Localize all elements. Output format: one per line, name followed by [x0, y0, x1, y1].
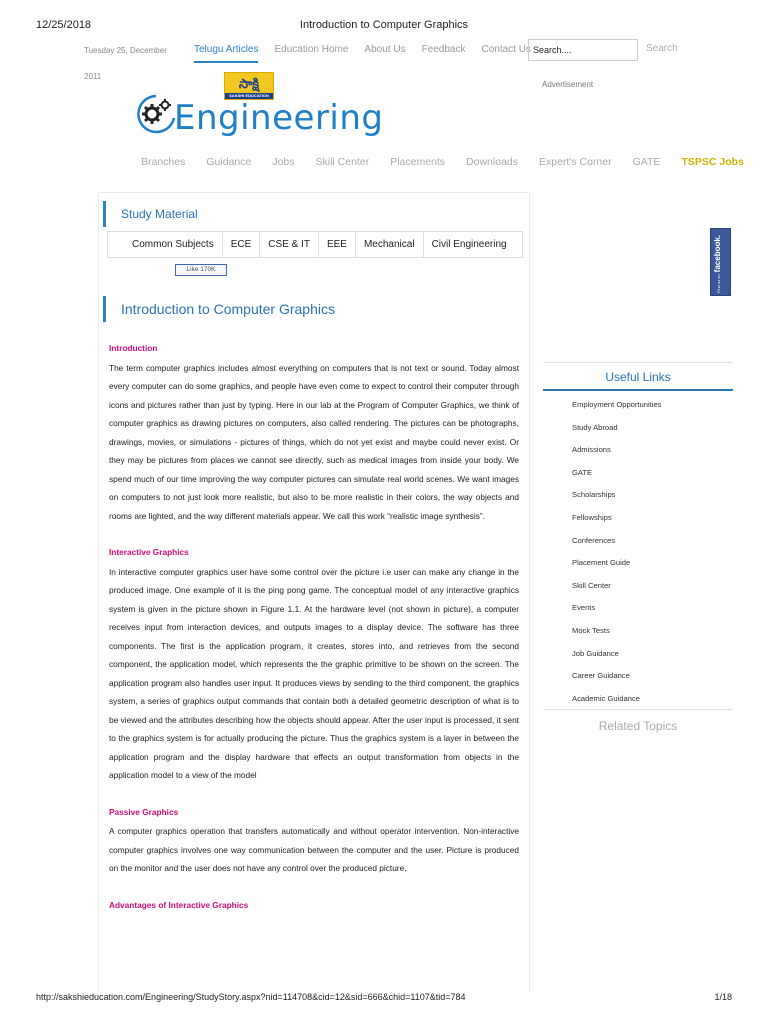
main-nav: [141, 156, 744, 168]
facebook-like-button[interactable]: Like 170K: [175, 264, 227, 276]
useful-link-conferences[interactable]: Conferences: [572, 535, 616, 545]
section-paragraph: The term computer graphics includes almost everything on computers that is not text or sound. Today almost every computer can do some graphics, and people have even come to expect to control their computer through icons and pictures rather than just by typing. Here in our lab at the Program of Computer Graphics, we think of computer graphics as drawing pictures on computers, also called rendering. The pictures can be photographs, drawings, movies, or simulations - pictures of things, which do not yet exist and maybe could never exist. Or they may be pictures from places we cannot see directly, such as medical images from inside your body. We spend much of our time improving the way computer pictures can simulate real world scenes. We want images on computers to not just look more realistic, but also to be more realistic in their colors, the way objects and rooms are lighted, and the way different materials appear. We call this work “realistic image synthesis”.: [109, 362, 519, 521]
section-heading: Advantages of Interactive Graphics: [109, 899, 249, 910]
useful-link-events[interactable]: Events: [572, 603, 596, 613]
article-body: [109, 339, 519, 915]
search-input[interactable]: Search....: [528, 39, 638, 61]
topnav-telugu-articles[interactable]: Telugu Articles: [194, 44, 258, 63]
logo-wordmark: Engineering: [174, 98, 384, 138]
study-material-heading: Study Material: [103, 201, 198, 227]
useful-links-list: [543, 391, 733, 710]
tab-ece[interactable]: ECE: [223, 232, 261, 257]
tab-cse-it[interactable]: CSE & IT: [260, 232, 319, 257]
print-header: [0, 0, 768, 32]
gears-icon: [134, 92, 178, 136]
nav-branches[interactable]: Branches: [141, 156, 186, 168]
nav-tspsc-jobs[interactable]: TSPSC Jobs: [681, 156, 744, 168]
print-date: 12/25/2018: [36, 19, 92, 31]
top-bar: [0, 38, 768, 68]
useful-link-gate[interactable]: GATE: [572, 467, 593, 477]
topnav-education-home[interactable]: Education Home: [274, 44, 349, 55]
useful-links-heading: Useful Links: [543, 363, 733, 391]
subject-tabs: [107, 231, 523, 258]
topnav-feedback[interactable]: Feedback: [421, 44, 466, 55]
useful-link-study-abroad[interactable]: Study Abroad: [572, 422, 618, 432]
nav-skill-center[interactable]: Skill Center: [315, 156, 370, 168]
useful-link-skill-center[interactable]: Skill Center: [572, 580, 611, 590]
useful-links-panel: [543, 362, 733, 710]
tab-civil-engineering[interactable]: Civil Engineering: [431, 239, 507, 250]
dateline: Tuesday 25, December: [84, 46, 167, 55]
print-page-number: 1/18: [714, 992, 732, 1002]
tab-common-subjects[interactable]: Common Subjects: [108, 232, 223, 257]
related-topics-heading: Related Topics: [598, 719, 678, 733]
sakshi-subtitle: SAKSHI EDUCATION: [225, 93, 273, 99]
dateline-year: 2011: [84, 72, 102, 81]
nav-jobs[interactable]: Jobs: [272, 156, 295, 168]
main-content: [98, 192, 530, 992]
useful-link-mock-tests[interactable]: Mock Tests: [572, 625, 610, 635]
facebook-icon: [713, 235, 722, 293]
sakshi-badge: [224, 72, 274, 100]
facebook-brand: facebook.: [713, 234, 722, 273]
nav-downloads[interactable]: Downloads: [466, 156, 518, 168]
useful-link-job-guidance[interactable]: Job Guidance: [572, 648, 619, 658]
section-paragraph: In interactive computer graphics user have some control over the picture i.e user can make any change in the produced image. One example of it is the ping pong game. The conceptual model of any interactive graphics system is given in the picture shown in Figure 1.1. At the hardware level (not shown in picture), a computer receives input from interaction devices, and outputs images to a display device. The software has three components. The first is the application program, it creates, stores into, and retrieves from the second component, the application model, which represents the the graphic primitive to be shown on the screen. The application program also handles user input. It produces views by sending to the third component, the graphics system, a series of graphics output commands that contain both a detailed geometric description of what is to be viewed and the attributes describing how the objects should appear. After the user input is processed, it sent to the graphics system is for actually producing the picture. Thus the graphics system is a layer in between the application program and the display hardware that effects an output transformation from objects in the application model to a view of the model: [109, 566, 519, 780]
section-heading: Introduction: [109, 343, 158, 353]
section-heading: Interactive Graphics: [109, 547, 189, 557]
article-title: Introduction to Computer Graphics: [103, 296, 335, 322]
useful-link-employment-opportunities[interactable]: Employment Opportunities: [572, 400, 662, 409]
tab-eee[interactable]: EEE: [319, 232, 356, 257]
section-paragraph: A computer graphics operation that transfers automatically and without operator intervention. Non-interactive computer graphics involves one way communication between the computer and the user. Picture is produced on the monitor and the user does not have any control over the produced picture.: [109, 826, 519, 873]
useful-link-admissions[interactable]: Admissions: [572, 445, 611, 455]
topnav-about-us[interactable]: About Us: [364, 44, 406, 55]
search-button[interactable]: Search: [646, 43, 678, 54]
nav-experts-corner[interactable]: Expert's Corner: [539, 156, 612, 168]
topnav-contact-us[interactable]: Contact Us: [481, 44, 531, 55]
facebook-follow-widget[interactable]: [710, 228, 731, 296]
print-title: Introduction to Computer Graphics: [299, 19, 469, 31]
nav-guidance[interactable]: Guidance: [206, 156, 252, 168]
sakshi-logo-text: సాక్షి: [238, 76, 260, 91]
facebook-find-us: Find us on: [716, 274, 721, 293]
section-heading: Passive Graphics: [109, 806, 179, 817]
top-nav: [194, 44, 531, 63]
tab-mechanical[interactable]: Mechanical: [356, 232, 424, 257]
print-url: http://sakshieducation.com/Engineering/StudyStory.aspx?nid=114708&cid=12&sid=666&chid=1107&tid=784: [36, 992, 466, 1002]
useful-link-placement-guide[interactable]: Placement Guide: [572, 558, 631, 568]
nav-placements[interactable]: Placements: [390, 156, 446, 168]
useful-link-academic-guidance[interactable]: Academic Guidance: [572, 693, 640, 703]
useful-link-career-guidance[interactable]: Career Guidance: [572, 671, 630, 681]
nav-gate[interactable]: GATE: [632, 156, 661, 168]
print-footer: [0, 992, 768, 1012]
site-logo[interactable]: [130, 72, 384, 144]
advertisement-label: Advertisement: [542, 80, 594, 89]
useful-link-fellowships[interactable]: Fellowships: [572, 512, 612, 522]
useful-link-scholarships[interactable]: Scholarships: [572, 490, 616, 500]
